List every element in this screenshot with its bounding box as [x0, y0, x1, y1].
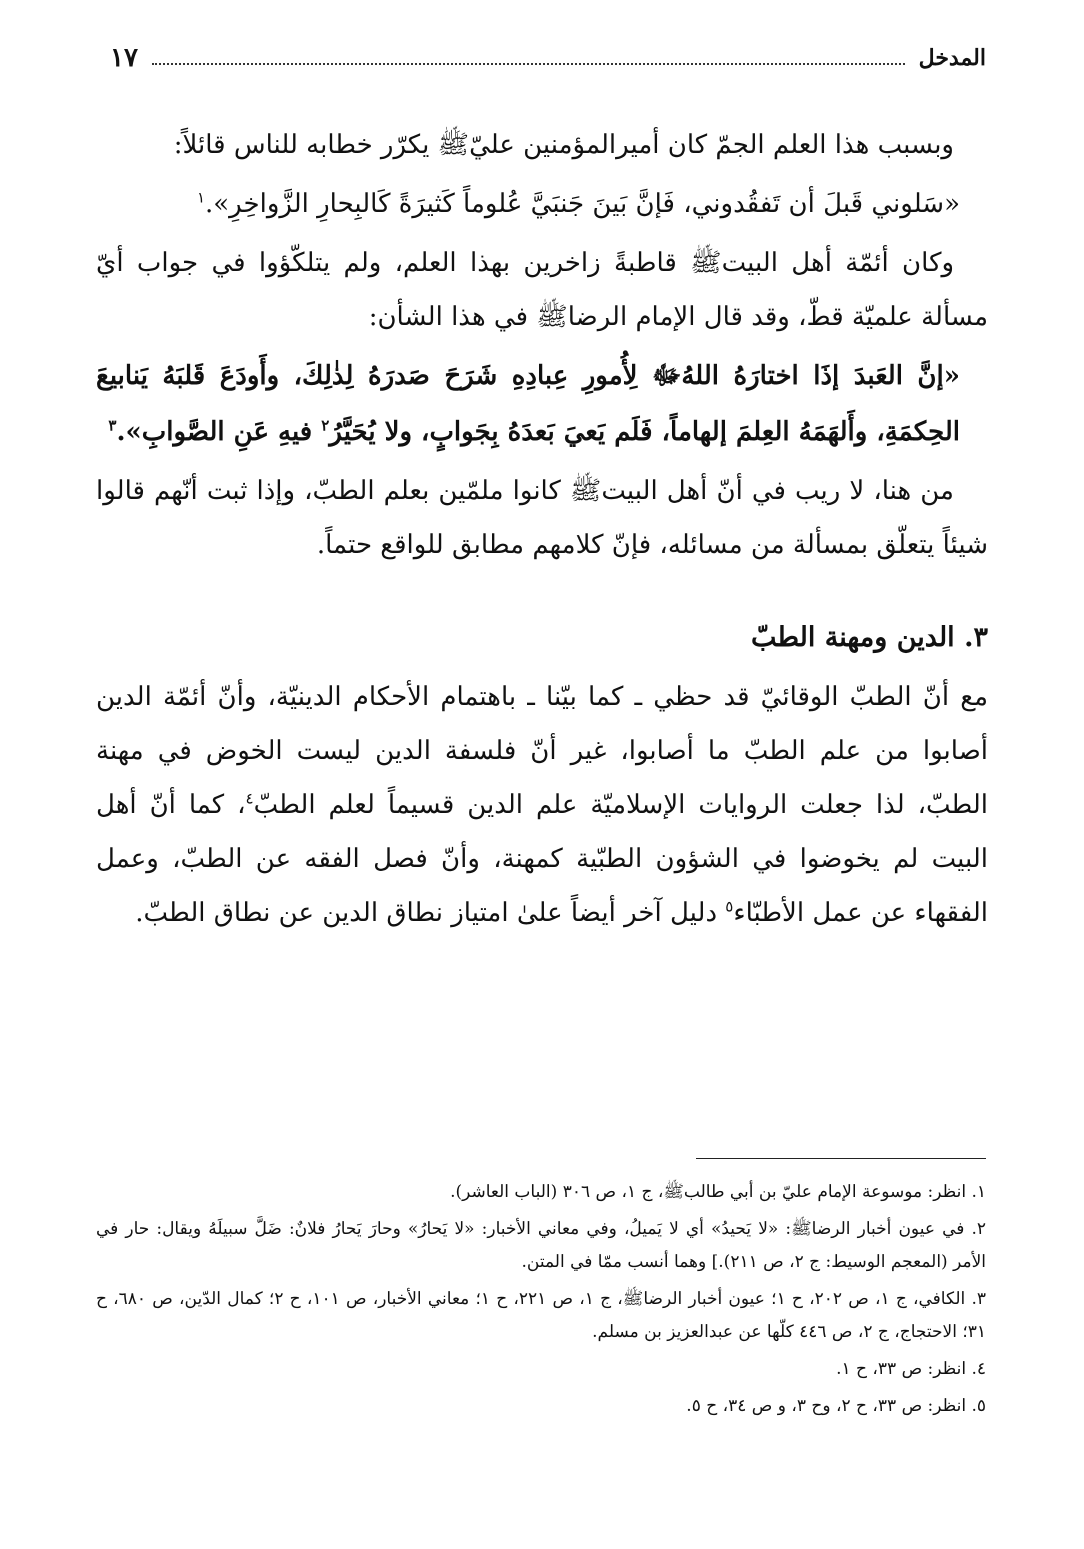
paragraph-2: وكان أئمّة أهل البيتﷺ قاطبةً زاخرين بهذا العلم، ولم يتلكّؤوا في جواب أيّ مسألة علميّة قطّ، وقد قال الإمام الرضاﷺ في هذا الشأن:: [96, 248, 988, 332]
running-header: [110, 38, 986, 78]
quote-2-text-b: فيهِ عَنِ الصَّوابِ».: [116, 417, 313, 447]
paragraph-4-text-c: دليل آخر أيضاً علىٰ امتياز نطاق الدين عن نطاق الطبّ.: [135, 898, 726, 928]
footnote-1: ١. انظر: موسوعة الإمام عليّ بن أبي طالبﷺ، ج ١، ص ٣٠٦ (الباب العاشر).: [450, 1182, 986, 1202]
footnote-separator: [696, 1158, 986, 1159]
footnote-ref-5: ٥: [725, 897, 734, 916]
footnote-4: ٤. انظر: ص ٣٣، ح ١.: [836, 1359, 986, 1379]
quote-1: [96, 176, 960, 232]
section-heading: ٣. الدين ومهنة الطبّ: [750, 622, 988, 653]
footnote-5: ٥. انظر: ص ٣٣، ح ٢، وح ٣، و ص ٣٤، ح ٥.: [686, 1396, 986, 1416]
footnote-3: ٣. الكافي، ج ١، ص ٢٠٢، ح ١؛ عيون أخبار الرضاﷺ، ج ١، ص ٢٢١، ح ١؛ معاني الأخبار، ص ١٠١، ح ٢؛ كمال الدّين، ص ٦٨٠، ح ٣١؛ الاحتجاج، ج ٢، ص ٤٤٦ كلّها عن عبدالعزيز بن مسلم.: [96, 1289, 987, 1342]
footnotes: [96, 1176, 986, 1427]
paragraph-4-text-b: ، كما أنّ أهل البيت لم يخوضوا في الشؤون الطبّية كمهنة، وأنّ فصل الفقه عن الطبّ، وعمل الفقهاء عن عمل الأطبّاء: [96, 790, 988, 928]
paragraph-4: [96, 670, 988, 940]
footnote-2: ٢. في عيون أخبار الرضاﷺ: «لا يَحيدُ» أي لا يَميلُ، وفي معاني الأخبار: «لا يَحارُ» وحارَ يَحارُ فلانٌ: ضَلَّ سبيلَهُ ويقال: حار في الأمر (المعجم الوسيط: ج ٢، ص ٢١١).] وهما أنسب ممّا في المتن.: [96, 1219, 986, 1272]
quote-1-text: «سَلوني قَبلَ أن تَفقُدوني، فَإنَّ بَينَ جَنبَيَّ عُلوماً كَثيرَةً كَالبِحارِ الزَّواخِرِ».: [205, 189, 960, 219]
footnote-ref-1: ١: [196, 188, 205, 207]
main-text: [96, 118, 988, 940]
header-leader-dots: [152, 63, 905, 65]
page-number: ١٧: [110, 43, 138, 73]
quote-2-text-a: «إنَّ العَبدَ إذَا اختارَهُ اللهُﷻ لِأُمورِ عِبادِهِ شَرَحَ صَدرَهُ لِذٰلِكَ، وأَودَعَ قَلبَهُ يَنابيعَ الحِكمَةِ، وأَلهَمَهُ العِلمَ إلهاماً، فَلَم يَعيَ بَعدَهُ بِجَوابٍ، ولا يُحَيَّرُ: [96, 361, 960, 447]
paragraph-4-text-a: مع أنّ الطبّ الوقائيّ قد حظي ـ كما بيّنا ـ باهتمام الأحكام الدينيّة، وأنّ أئمّة الدين أصابوا من علم الطبّ ما أصابوا، غير أنّ فلسفة الدين ليست الخوض في مهنة الطبّ، لذا جعلت الروايات الإسلاميّة علم الدين قسيماً لعلم الطبّ: [96, 682, 988, 820]
paragraph-3: من هنا، لا ريب في أنّ أهل البيتﷺ كانوا ملمّين بعلم الطبّ، وإذا ثبت أنّهم قالوا شيئاً يتعلّق بمسألة من مسائله، فإنّ كلامهم مطابق للواقع حتماً.: [96, 476, 988, 560]
footnote-ref-2: ٢: [321, 416, 330, 435]
paragraph-1: وبسبب هذا العلم الجمّ كان أميرالمؤمنين عليّﷺ يكرّر خطابه للناس قائلاً:: [173, 130, 954, 160]
chapter-title: المدخل: [918, 45, 986, 71]
footnote-ref-4: ٤: [245, 789, 254, 808]
quote-2: [96, 348, 960, 460]
footnote-ref-3: ٣: [108, 416, 117, 435]
